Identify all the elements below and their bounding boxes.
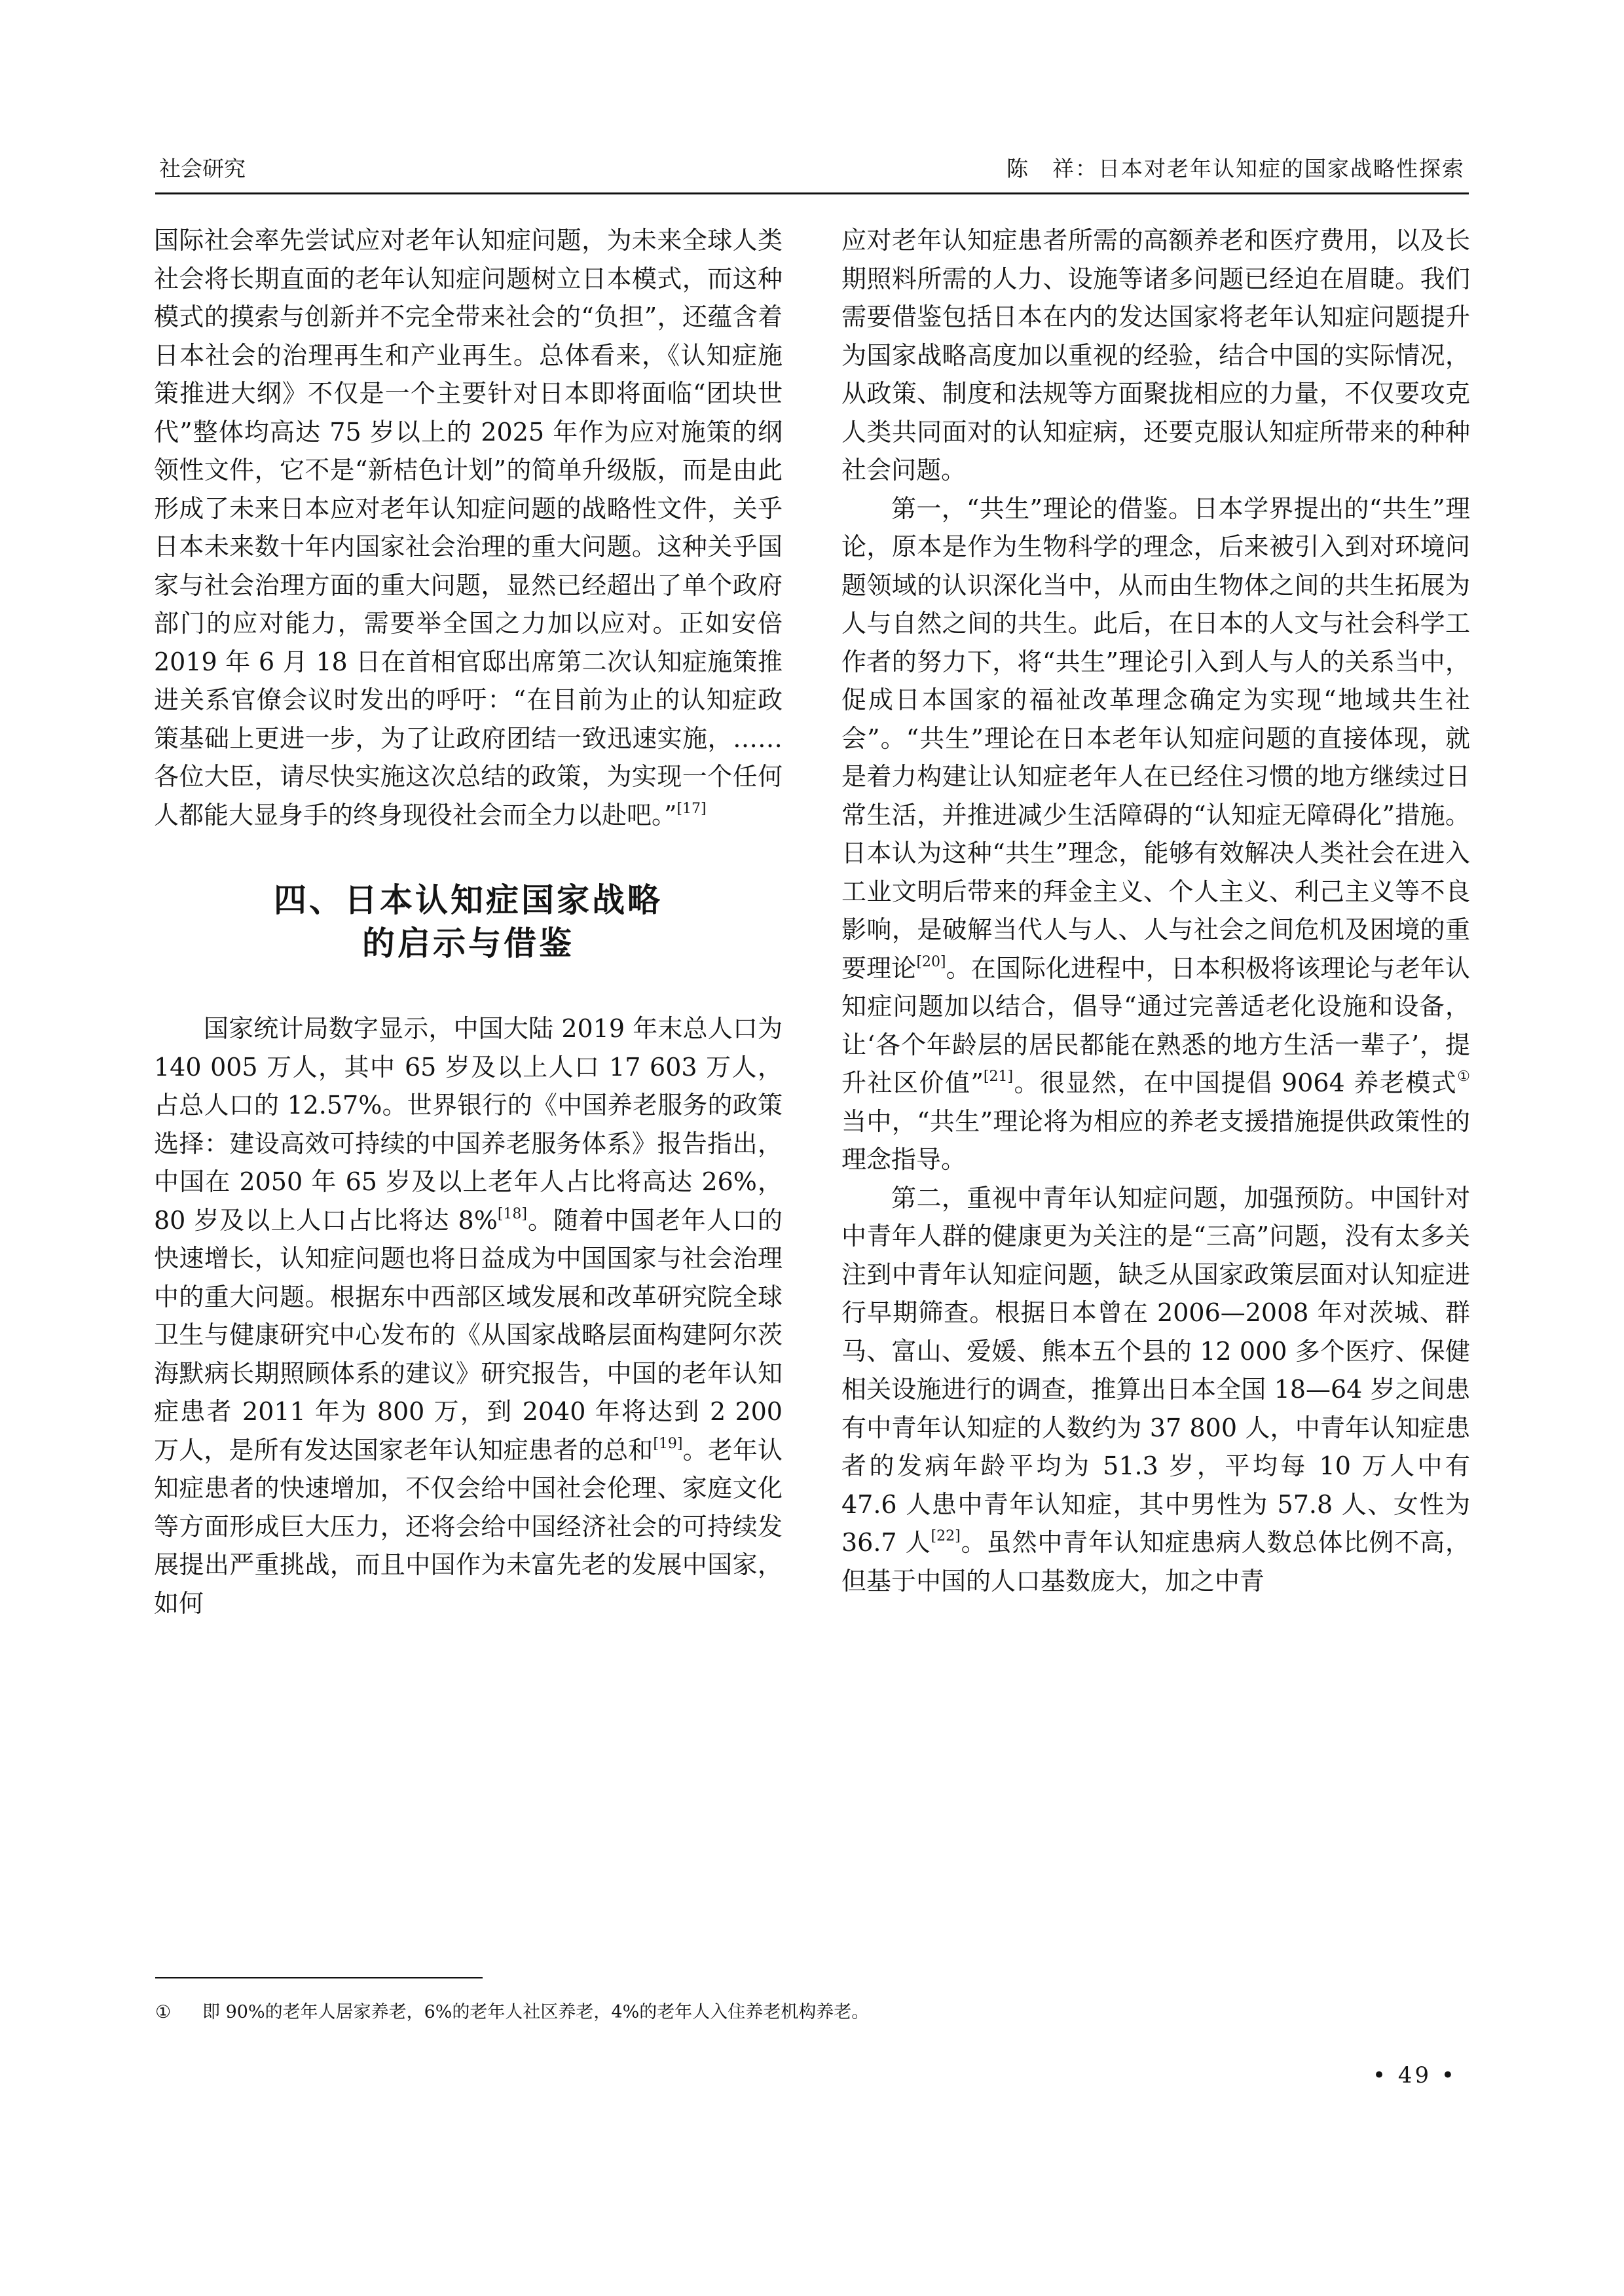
footnote-text: 即 90%的老年人居家养老，6%的老年人社区养老，4%的老年人入住养老机构养老。 (202, 2002, 870, 2022)
citation-ref: [20] (916, 953, 946, 970)
section-title-line: 的启示与借鉴 (362, 924, 574, 962)
paragraph-text: 国际社会率先尝试应对老年认知症问题，为未来全球人类社会将长期直面的老年认知症问题树立日本模式，而这种模式的摸索与创新并不完全带来社会的“负担”，还蕴含着日本社会的治理再生和产业再生。总体看来，《认知症施策推进大纲》不仅是一个主要针对日本即将面临“团块世代”整体均高达 75 岁以上的 2025 年作为应对施策的纲领性文件，它不是“新桔色计划”的简单升级版，而是由此形成了未来日本应对老年认知症问题的战略性文件，关乎日本未来数十年内国家社会治理的重大问题。这种关乎国家与社会治理方面的重大问题，显然已经超出了单个政府部门的应对能力，需要举全国之力加以应对。正如安倍 2019 年 6 月 18 日在首相官邸出席第二次认知症施策推进关系官僚会议时发出的呼吁：“在目前为止的认知症政策基础上更进一步，为了让政府团结一致迅速实施，……各位大臣，请尽快实施这次总结的政策，为实现一个任何人都能大显身手的终身现役社会而全力以赴吧。” (154, 226, 783, 829)
paragraph-text: 。虽然中青年认知症患病人数总体比例不高，但基于中国的人口基数庞大，加之中青 (841, 1528, 1470, 1595)
journal-name: 社会研究 (159, 156, 246, 181)
citation-ref: [19] (653, 1435, 683, 1452)
paragraph-text: 。随着中国老年人口的快速增长，认知症问题也将日益成为中国国家与社会治理中的重大问题。根据东中西部区域发展和改革研究院全球卫生与健康研究中心发布的《从国家战略层面构建阿尔茨海默病长期照顾体系的建议》研究报告，中国的老年认知症患者 2011 年为 800 万，到 2040 年将达到 2 200 万人，是所有发达国家老年认知症患者的总和 (154, 1205, 783, 1465)
paragraph-text: 国家统计局数字显示，中国大陆 2019 年末总人口为 140 005 万人，其中 65 岁及以上人口 17 603 万人，占总人口的 12.57%。世界银行的《中国养老服务的政策选择：建设高效可持续的中国养老服务体系》报告指出，中国在 2050 年 65 岁及以上老年人占比将高达 26%，80 岁及以上人口占比将达 8% (154, 1014, 783, 1235)
paragraph-text: 当中，“共生”理论将为相应的养老支援措施提供政策性的理念指导。 (841, 1106, 1470, 1174)
paragraph-text: 。很显然，在中国提倡 9064 养老模式 (1013, 1068, 1458, 1097)
citation-ref: [18] (497, 1205, 527, 1222)
citation-ref: [17] (676, 800, 707, 817)
section-title-line: 四、日本认知症国家战略 (274, 881, 663, 919)
paragraph-text: 。在国际化进程中，日本积极将该理论与老年认知症问题加以结合，倡导“通过完善适老化设施和设备，让‘各个年龄层的居民都能在熟悉的地方生活一辈子’，提升社区价值” (841, 953, 1470, 1097)
footnote-ref[interactable]: ① (1457, 1068, 1470, 1085)
right-column (841, 221, 1470, 1600)
section-title (154, 879, 783, 965)
footnote (155, 2000, 1465, 2025)
paragraph (841, 221, 1470, 490)
left-column (154, 221, 783, 1622)
paragraph-text: 第一，“共生”理论的借鉴。日本学界提出的“共生”理论，原本是作为生物科学的理念，后来被引入到对环境问题领域的认识深化当中，从而由生物体之间的共生拓展为人与自然之间的共生。此后，在日本的人文与社会科学工作者的努力下，将“共生”理论引入到人与人的关系当中，促成日本国家的福祉改革理念确定为实现“地域共生社会”。“共生”理论在日本老年认知症问题的直接体现，就是着力构建让认知症老年人在已经住习惯的地方继续过日常生活，并推进减少生活障碍的“认知症无障碍化”措施。日本认为这种“共生”理念，能够有效解决人类社会在进入工业文明后带来的拜金主义、个人主义、利己主义等不良影响，是破解当代人与人、人与社会之间危机及困境的重要理论 (841, 494, 1470, 983)
paragraph-text: 。老年认知症患者的快速增加，不仅会给中国社会伦理、家庭文化等方面形成巨大压力，还将会给中国经济社会的可持续发展提出严重挑战，而且中国作为未富先老的发展中国家，如何 (154, 1435, 783, 1618)
running-head (155, 149, 1469, 194)
citation-ref: [21] (983, 1068, 1014, 1085)
paragraph (841, 490, 1470, 1179)
paragraph (841, 1179, 1470, 1601)
footnote-mark: ① (155, 2002, 172, 2022)
header-title: 日本对老年认知症的国家战略性探索 (1098, 156, 1465, 181)
citation-ref: [22] (931, 1528, 961, 1544)
article-header: 陈 祥：日本对老年认知症的国家战略性探索 (1006, 156, 1465, 181)
footnote-divider (155, 1977, 483, 1978)
paragraph-text: 第二，重视中青年认知症问题，加强预防。中国针对中青年人群的健康更为关注的是“三高”问题，没有太多关注到中青年认知症问题，缺乏从国家政策层面对认知症进行早期筛查。根据日本曾在 2006—2008 年对茨城、群马、富山、爱媛、熊本五个县的 12 000 多个医疗、保健相关设施进行的调查，推算出日本全国 18—64 岁之间患有中青年认知症的人数约为 37 800 人，中青年认知症患者的发病年龄平均为 51.3 岁，平均每 10 万人中有 47.6 人患中青年认知症，其中男性为 57.8 人、女性为 36.7 人 (841, 1183, 1470, 1557)
header-author: 陈 祥 (1006, 156, 1075, 181)
page-number: • 49 • (1373, 2062, 1457, 2088)
paragraph (154, 1010, 783, 1622)
paragraph (154, 221, 783, 834)
paragraph-text: 应对老年认知症患者所需的高额养老和医疗费用，以及长期照料所需的人力、设施等诸多问题已经迫在眉睫。我们需要借鉴包括日本在内的发达国家将老年认知症问题提升为国家战略高度加以重视的经验，结合中国的实际情况，从政策、制度和法规等方面聚拢相应的力量，不仅要攻克人类共同面对的认知症病，还要克服认知症所带来的种种社会问题。 (841, 226, 1470, 484)
